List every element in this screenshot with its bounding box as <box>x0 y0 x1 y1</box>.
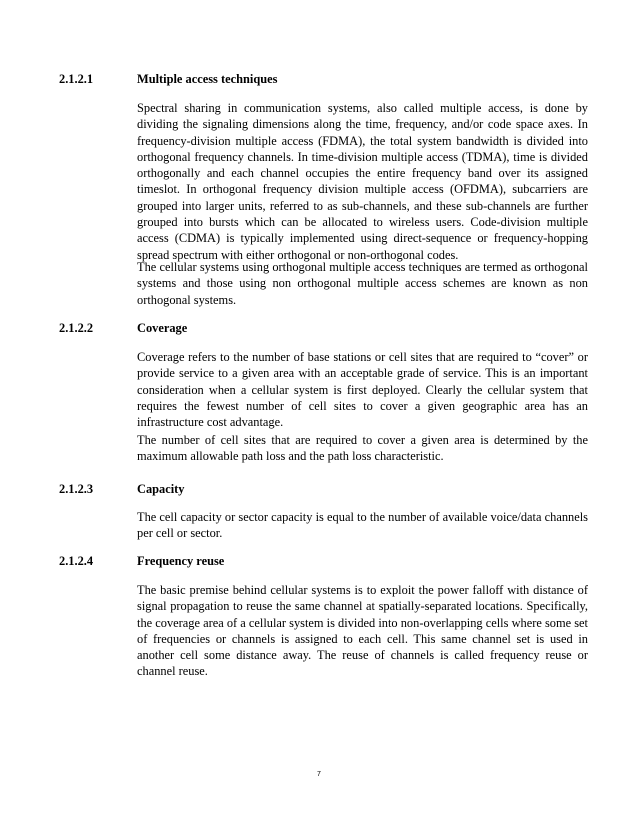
section-heading: Capacity <box>137 482 185 496</box>
section-heading: Multiple access techniques <box>137 72 278 86</box>
section-heading: Coverage <box>137 321 188 335</box>
section-heading: Frequency reuse <box>137 554 225 568</box>
paragraph: Spectral sharing in communication systems, also called multiple access, is done by dividing the signaling dimensions along the time, frequency, and/or code space axes. In frequency-division multiple access (FDMA), the total system bandwidth is divided into orthogonal frequency channels. In time-division multiple access (TDMA), time is divided orthogonally and each channel occupies the entire frequency band over its assigned timeslot. In orthogonal frequency division multiple access (OFDMA), subcarriers are grouped into larger units, referred to as sub-channels, and these sub-channels are further grouped into bursts which can be allocated to wireless users. Code-division multiple access (CDMA) is typically implemented using direct-sequence or frequency-hopping spread spectrum with either orthogonal or non-orthogonal codes. <box>137 101 588 262</box>
page-number: 7 <box>317 771 321 778</box>
section-number: 2.1.2.4 <box>59 554 94 568</box>
paragraph: The basic premise behind cellular systems is to exploit the power falloff with distance of signal propagation to reuse the same channel at spatially-separated locations. Specifically, the coverage area of a cellular system is divided into non-overlapping cells where some set of frequencies or channels is assigned to each cell. This same channel set is used in another cell some distance away. The reuse of channels is called frequency reuse or channel reuse. <box>137 583 588 679</box>
section-number: 2.1.2.3 <box>59 482 94 496</box>
paragraph: The cellular systems using orthogonal multiple access techniques are termed as orthogonal systems and those using non orthogonal multiple access schemes are known as non orthogonal systems. <box>137 260 588 307</box>
paragraph: The number of cell sites that are required to cover a given area is determined by the maximum allowable path loss and the path loss characteristic. <box>137 433 588 464</box>
section-number: 2.1.2.1 <box>59 72 94 86</box>
paragraph: Coverage refers to the number of base stations or cell sites that are required to “cover” or provide service to a given area with an acceptable grade of service. This is an important consideration when a cellular system is first deployed. Clearly the cellular system that requires the fewest number of cell sites to cover a given geographic area has an infrastructure cost advantage. <box>137 350 588 430</box>
paragraph: The cell capacity or sector capacity is equal to the number of available voice/data channels per cell or sector. <box>137 510 588 541</box>
section-number: 2.1.2.2 <box>59 321 94 335</box>
